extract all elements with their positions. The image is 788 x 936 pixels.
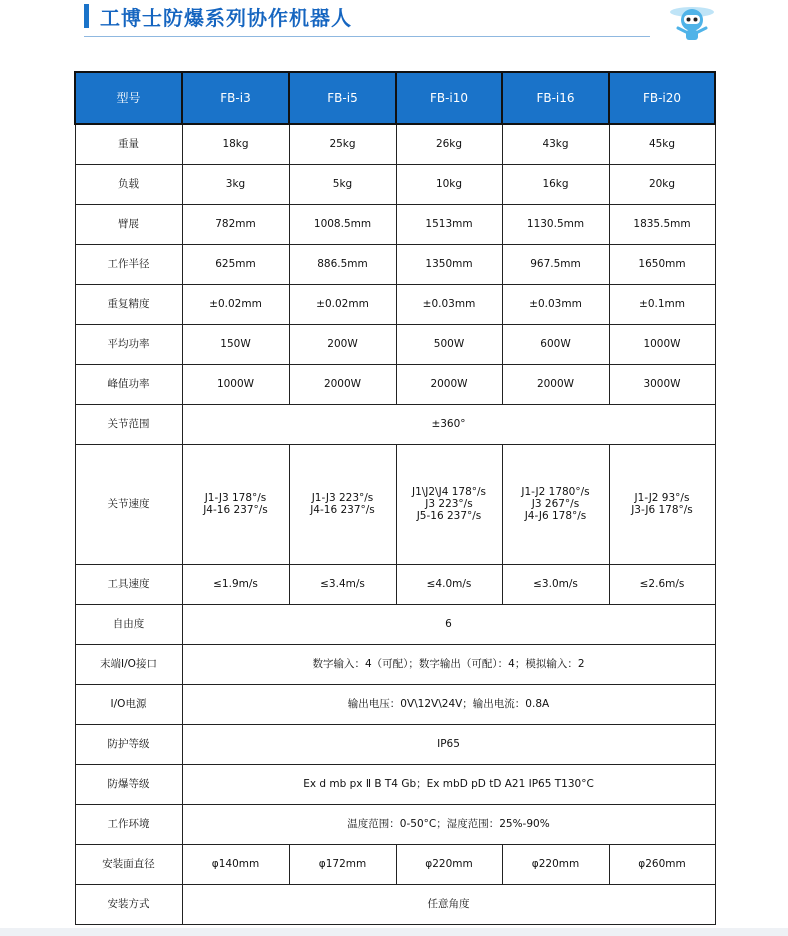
merged-cell: 任意角度 — [182, 884, 715, 924]
column-header: FB-i5 — [289, 72, 396, 124]
row-label: 防爆等级 — [75, 764, 182, 804]
cell: ≤3.0m/s — [502, 564, 609, 604]
page-bottom-strip — [0, 928, 788, 936]
table-row — [75, 724, 715, 764]
table-row — [75, 284, 715, 324]
merged-cell: IP65 — [182, 724, 715, 764]
row-label: 安装方式 — [75, 884, 182, 924]
cell: 16kg — [502, 164, 609, 204]
cell: 1008.5mm — [289, 204, 396, 244]
cell: 1000W — [609, 324, 715, 364]
row-label: 重复精度 — [75, 284, 182, 324]
table-row — [75, 764, 715, 804]
cell: 500W — [396, 324, 502, 364]
cell: ±0.02mm — [289, 284, 396, 324]
table-row — [75, 884, 715, 924]
cell: 2000W — [396, 364, 502, 404]
spec-table — [74, 71, 716, 925]
row-label: 关节速度 — [75, 444, 182, 564]
cell-text: J1-J2 93°/s J3-J6 178°/s — [631, 492, 693, 516]
cell: 1650mm — [609, 244, 715, 284]
merged-cell: 输出电压：0V\12V\24V；输出电流：0.8A — [182, 684, 715, 724]
page-title: 工博士防爆系列协作机器人 — [100, 6, 352, 30]
cell: φ260mm — [609, 844, 715, 884]
cell: 26kg — [396, 124, 502, 164]
cell — [182, 444, 289, 564]
cell: 25kg — [289, 124, 396, 164]
cell: ±0.03mm — [502, 284, 609, 324]
cell: ≤4.0m/s — [396, 564, 502, 604]
cell: 200W — [289, 324, 396, 364]
cell: 43kg — [502, 124, 609, 164]
merged-cell: ±360° — [182, 404, 715, 444]
cell-text: J1-J3 223°/s J4-16 237°/s — [310, 492, 375, 516]
cell: 5kg — [289, 164, 396, 204]
cell: 1130.5mm — [502, 204, 609, 244]
row-label: 工具速度 — [75, 564, 182, 604]
row-label: 关节范围 — [75, 404, 182, 444]
row-label: 工作环境 — [75, 804, 182, 844]
table-row — [75, 204, 715, 244]
cell: φ220mm — [502, 844, 609, 884]
table-row — [75, 604, 715, 644]
column-header: FB-i3 — [182, 72, 289, 124]
table-row — [75, 684, 715, 724]
cell: 967.5mm — [502, 244, 609, 284]
table-row — [75, 444, 715, 564]
row-label: 臂展 — [75, 204, 182, 244]
table-row — [75, 124, 715, 164]
cell: 10kg — [396, 164, 502, 204]
cell: 1000W — [182, 364, 289, 404]
cell: ≤1.9m/s — [182, 564, 289, 604]
table-row — [75, 844, 715, 884]
cell: 150W — [182, 324, 289, 364]
cell: 1513mm — [396, 204, 502, 244]
row-label: 负载 — [75, 164, 182, 204]
cell: φ172mm — [289, 844, 396, 884]
cell-text: J1\J2\J4 178°/s J3 223°/s J5-16 237°/s — [411, 486, 487, 522]
cell-text: J1-J3 178°/s J4-16 237°/s — [203, 492, 268, 516]
cell: 3000W — [609, 364, 715, 404]
title-accent-bar — [84, 4, 89, 28]
row-label: 自由度 — [75, 604, 182, 644]
cell — [289, 444, 396, 564]
merged-cell: 温度范围：0-50°C；湿度范围：25%-90% — [182, 804, 715, 844]
cell: 2000W — [289, 364, 396, 404]
cell: ±0.03mm — [396, 284, 502, 324]
cell: 1835.5mm — [609, 204, 715, 244]
row-label: 安装面直径 — [75, 844, 182, 884]
row-label: 末端I/O接口 — [75, 644, 182, 684]
cell — [502, 444, 609, 564]
row-label: 重量 — [75, 124, 182, 164]
cell: 600W — [502, 324, 609, 364]
table-row — [75, 404, 715, 444]
table-row — [75, 164, 715, 204]
row-label: 工作半径 — [75, 244, 182, 284]
cell: 20kg — [609, 164, 715, 204]
cell: ±0.1mm — [609, 284, 715, 324]
table-row — [75, 244, 715, 284]
cell — [396, 444, 502, 564]
cell: 3kg — [182, 164, 289, 204]
cell: ≤3.4m/s — [289, 564, 396, 604]
table-row — [75, 324, 715, 364]
cell: φ140mm — [182, 844, 289, 884]
cell: 1350mm — [396, 244, 502, 284]
table-row — [75, 644, 715, 684]
cell-text: J1-J2 1780°/s J3 267°/s J4-J6 178°/s — [521, 486, 590, 522]
title-underline — [84, 36, 650, 37]
column-header: FB-i16 — [502, 72, 609, 124]
column-header: FB-i10 — [396, 72, 502, 124]
merged-cell: Ex d mb px Ⅱ B T4 Gb；Ex mbD pD tD A21 IP65 T130°C — [182, 764, 715, 804]
table-header-row — [75, 72, 715, 124]
cell: 2000W — [502, 364, 609, 404]
row-label: 防护等级 — [75, 724, 182, 764]
cell — [609, 444, 715, 564]
row-label: 平均功率 — [75, 324, 182, 364]
cell: 782mm — [182, 204, 289, 244]
merged-cell: 数字输入：4（可配）；数字输出（可配）：4；模拟输入：2 — [182, 644, 715, 684]
row-label: I/O电源 — [75, 684, 182, 724]
column-header: FB-i20 — [609, 72, 715, 124]
merged-cell: 6 — [182, 604, 715, 644]
table-row — [75, 804, 715, 844]
robot-mascot-icon — [664, 2, 720, 42]
cell: 18kg — [182, 124, 289, 164]
cell: 625mm — [182, 244, 289, 284]
cell: 45kg — [609, 124, 715, 164]
column-header: 型号 — [75, 72, 182, 124]
row-label: 峰值功率 — [75, 364, 182, 404]
table-row — [75, 564, 715, 604]
cell: ≤2.6m/s — [609, 564, 715, 604]
cell: 886.5mm — [289, 244, 396, 284]
cell: ±0.02mm — [182, 284, 289, 324]
table-row — [75, 364, 715, 404]
cell: φ220mm — [396, 844, 502, 884]
